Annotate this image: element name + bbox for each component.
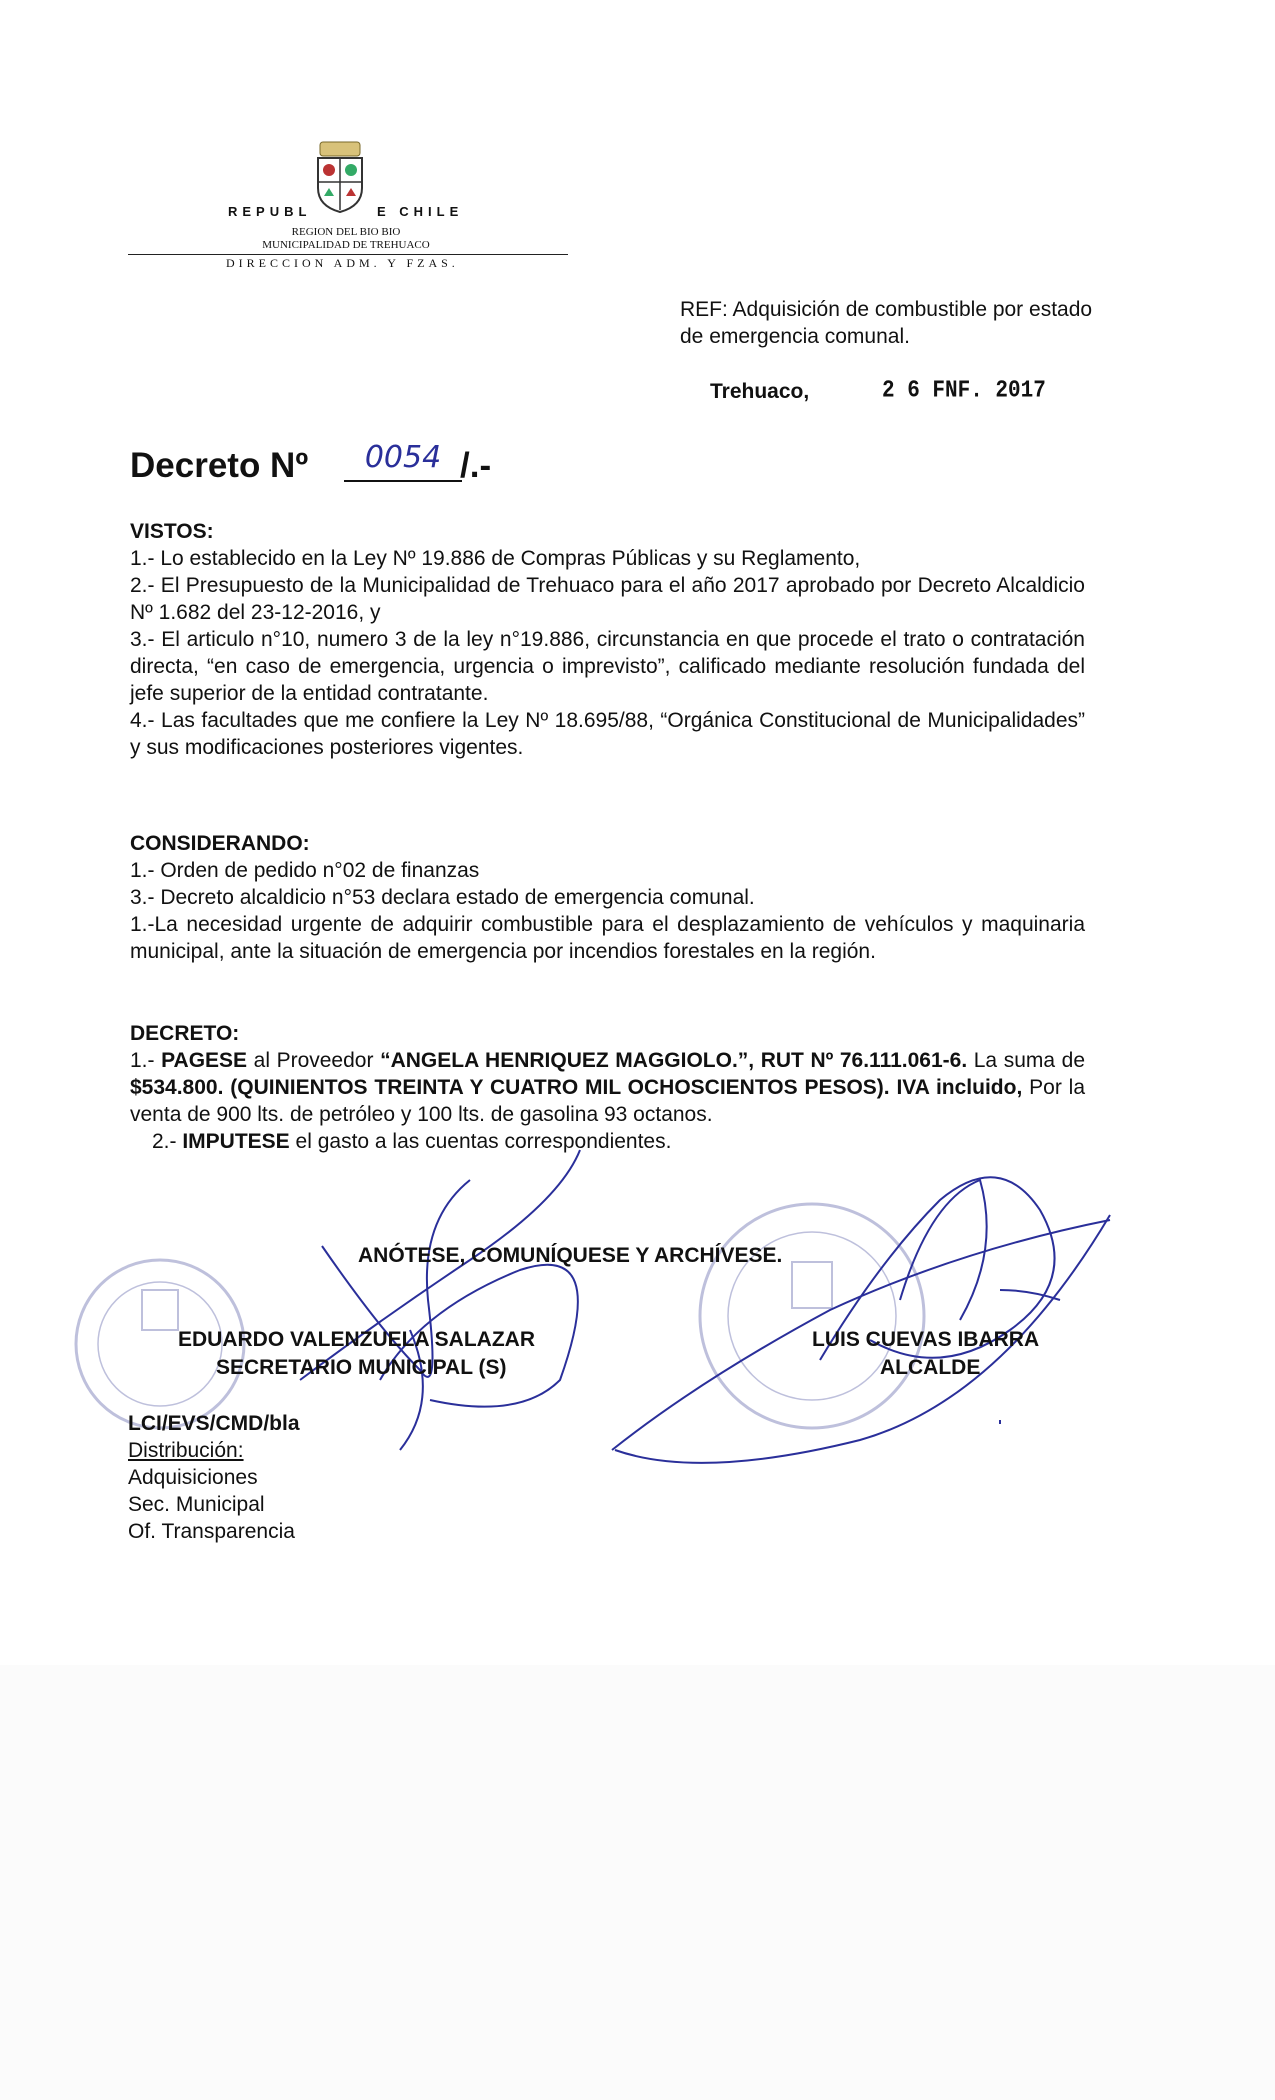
considerando-item: 1.- Orden de pedido n°02 de finanzas	[130, 859, 480, 882]
item-verb: IMPUTESE	[182, 1130, 290, 1153]
decreto-title: DECRETO:	[130, 1022, 240, 1045]
considerando-item: 3.- Decreto alcaldicio n°53 declara estado de emergencia comunal.	[130, 886, 755, 909]
vistos-title: VISTOS:	[130, 520, 214, 543]
item-text: el gasto a las cuentas correspondientes.	[289, 1130, 672, 1153]
vistos-item: 4.- Las facultades que me confiere la Ley Nº 18.695/88, “Orgánica Constitucional de Municipalidades” y sus modificaciones posteriores vigentes.	[130, 709, 1085, 759]
secretary-title: SECRETARIO MUNICIPAL (S)	[216, 1356, 507, 1379]
municipality-name: MUNICIPALIDAD DE TREHUACO	[262, 239, 430, 251]
distribution-item: Of. Transparencia	[128, 1520, 295, 1543]
item-number: 2.-	[152, 1130, 183, 1153]
item-text: Por la venta de 900 lts. de petróleo y 100 lts. de gasolina 93 octanos.	[130, 1076, 1085, 1126]
decree-number-handwritten: 0054	[344, 440, 462, 482]
item-number: 1.-	[130, 1049, 162, 1072]
distribution-item: Adquisiciones	[128, 1466, 258, 1489]
closing-formula: ANÓTESE, COMUNÍQUESE Y ARCHÍVESE.	[358, 1244, 783, 1267]
mayor-title: ALCALDE	[880, 1356, 981, 1379]
scan-margin	[0, 1665, 1275, 2100]
initials-line: LCI/EVS/CMD/bla	[128, 1412, 300, 1435]
stamped-date: 2 6 FNF. 2017	[882, 378, 1046, 405]
department-name: DIRECCION ADM. Y FZAS.	[226, 256, 459, 270]
republic-label-right: E CHILE	[377, 204, 464, 219]
provider-name: “ANGELA HENRIQUEZ MAGGIOLO.”, RUT Nº 76.111.061-6.	[380, 1049, 968, 1072]
mayor-seal-icon	[700, 1204, 924, 1428]
decree-label: Decreto Nº	[130, 446, 309, 485]
item-text: al Proveedor	[247, 1049, 381, 1072]
vistos-item: 1.- Lo establecido en la Ley Nº 19.886 de Compras Públicas y su Reglamento,	[130, 547, 861, 570]
item-verb: PAGESE	[161, 1049, 248, 1072]
payment-amount: $534.800. (QUINIENTOS TREINTA Y CUATRO MIL OCHOSCIENTOS PESOS). IVA incluido,	[130, 1076, 1023, 1099]
place-label: Trehuaco,	[710, 380, 810, 403]
mayor-name: LUIS CUEVAS IBARRA	[812, 1328, 1040, 1351]
republic-label-left: REPUBL	[228, 204, 312, 219]
secretary-signature-icon	[300, 1150, 580, 1450]
decree-suffix: /.-	[460, 446, 492, 485]
mayor-signature-icon	[612, 1177, 1110, 1463]
vistos-item: 2.- El Presupuesto de la Municipalidad de Trehuaco para el año 2017 aprobado por Decreto Alcaldicio Nº 1.682 del 23-12-2016, y	[130, 574, 1085, 624]
item-text: La suma de	[967, 1049, 1085, 1072]
region-name: REGION DEL BIO BIO	[291, 226, 401, 238]
considerando-title: CONSIDERANDO:	[130, 832, 310, 855]
secretary-name: EDUARDO VALENZUELA SALAZAR	[178, 1328, 535, 1351]
distribution-item: Sec. Municipal	[128, 1493, 265, 1516]
distribution-title: Distribución:	[128, 1439, 244, 1462]
considerando-item: 1.-La necesidad urgente de adquirir combustible para el desplazamiento de vehículos y maquinaria municipal, ante la situación de emergencia por incendios forestales en la región.	[130, 913, 1085, 963]
distribution-block	[128, 1410, 528, 1545]
reference-line: REF: Adquisición de combustible por estado de emergencia comunal.	[680, 298, 1093, 348]
vistos-item: 3.- El articulo n°10, numero 3 de la ley n°19.886, circunstancia en que procede el trato o contratación directa, “en caso de emergencia, urgencia o imprevisto”, calificado mediante resolución fundada del jefe superior de la entidad contratante.	[130, 628, 1085, 705]
